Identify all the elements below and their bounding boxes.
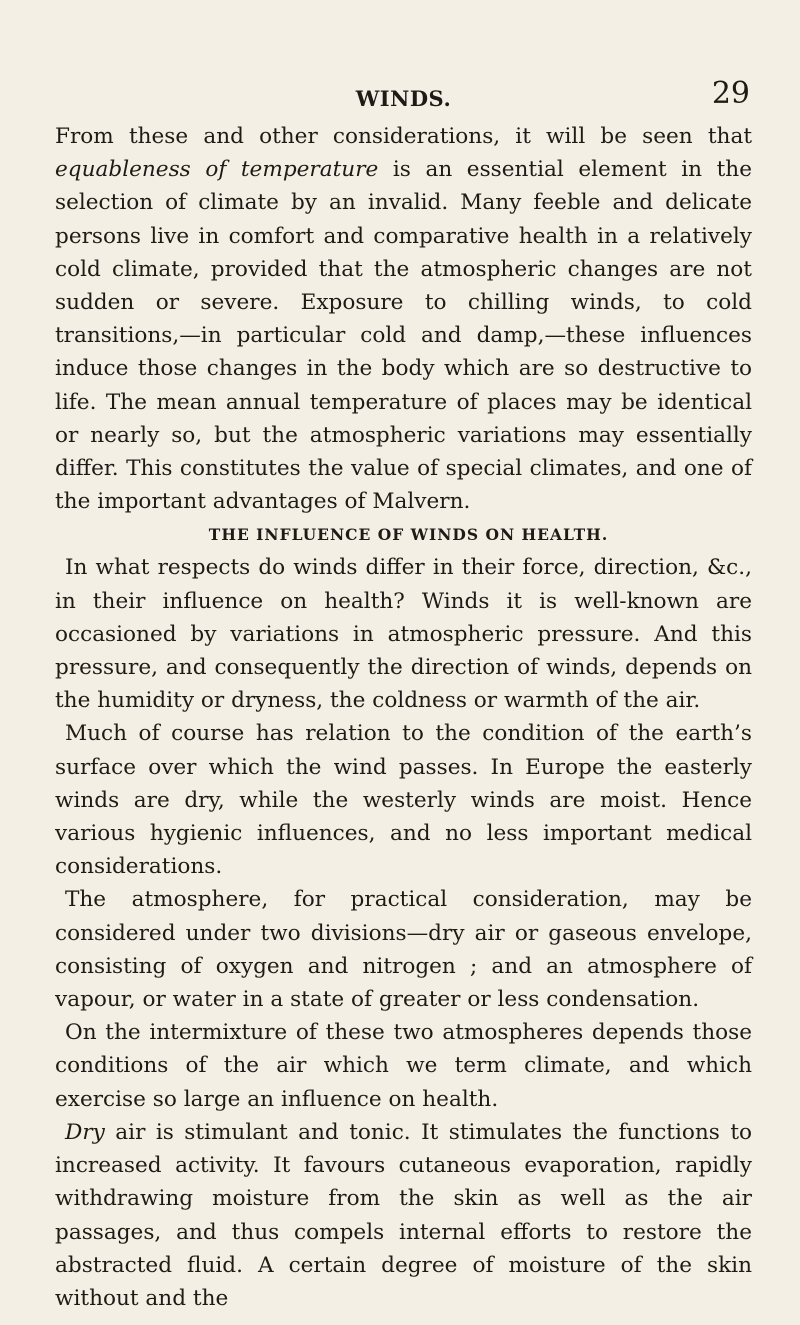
paragraph-earth-surface: Much of course has relation to the condition of the earth’s surface over which the wind passes. In Europe the easterly winds are dry, while the westerly winds are moist. Hence various hygienic influences, and no less important medical considerations. [55, 721, 752, 880]
page-number: 29 [711, 76, 750, 111]
paragraph-winds-health: In what respects do winds differ in their force, direction, &c., in their influence on health? Winds it is well-known are occasioned by variations in atmospheric pressure. And this pressure, and consequently the direction of winds, depends on the humidity or dryness, the coldness or warmth of the air. [55, 555, 752, 714]
section-heading: THE INFLUENCE OF WINDS ON HEALTH. [208, 525, 609, 545]
paragraph-equableness [55, 120, 752, 518]
paragraph-dry-air [55, 1116, 752, 1315]
paragraph-1-rest: is an essential element in the selection of climate by an invalid. Many feeble and delicate persons live in comfort and comparative health in a relatively cold climate, provided that the atmospheric changes are not sudden or severe. Exposure to chilling winds, to cold transitions,—in particular cold and damp,—these influences induce those changes in the body which are so destructive to life. The mean annual temperature of places may be identical or nearly so, but the atmospheric variations may essentially differ. This constitutes the value of special climates, and one of the important advantages of Malvern. [55, 157, 752, 515]
paragraph-1-lead: From these and other considerations, it will be seen that [55, 124, 752, 149]
paragraph-1-emphasis: equableness of temperature [55, 157, 379, 183]
running-title: WINDS. [355, 86, 452, 111]
paragraph-6-emphasis: Dry [65, 1119, 105, 1145]
body-text [55, 120, 752, 1315]
paragraph-atmosphere-divisions: The atmosphere, for practical consideration, may be considered under two divisions—dry air or gaseous envelope, consisting of oxygen and nitrogen ; and an atmosphere of vapour, or water in a state of greater or less condensation. [55, 887, 752, 1013]
paragraph-intermixture: On the intermixture of these two atmospheres depends those conditions of the air which we term climate, and which exercise so large an influence on health. [55, 1020, 752, 1112]
paragraph-6-rest: air is stimulant and tonic. It stimulates the functions to increased activity. It favours cutaneous evaporation, rapidly withdrawing moisture from the skin as well as the air passages, and thus compels internal efforts to restore the abstracted fluid. A certain degree of moisture of the skin without and the [55, 1119, 752, 1311]
running-head [55, 0, 752, 120]
